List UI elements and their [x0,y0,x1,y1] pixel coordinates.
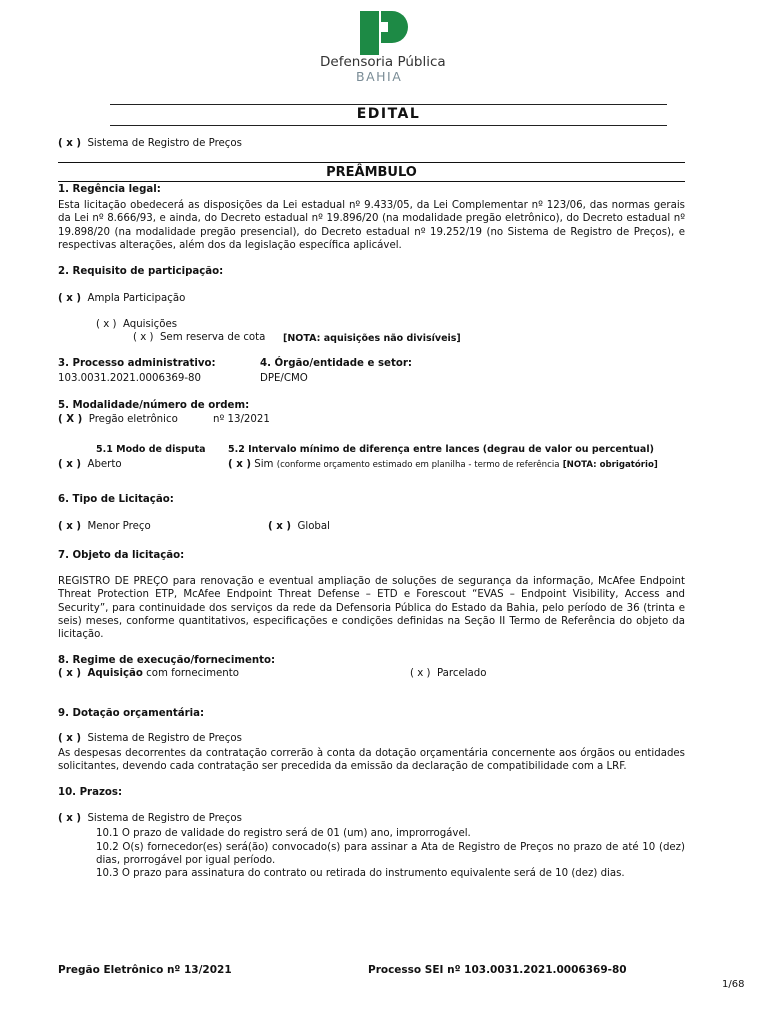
s1-text: Esta licitação obedecerá as disposições da Lei estadual nº 9.433/05, da Lei Complementar nº 123/06, das normas gerais da Lei nº 8.666/93, e ainda, do Decreto estadual nº 19.896/20 (na modalidade pregão eletrônico), do Decreto estadual nº 19.898/20 (na modalidade pregão presencial), do Decreto estadual nº 19.252/19 (no Sistema de Registro de Preços), e respectivas alterações, além dos da legislação específica aplicável. [58,200,685,251]
s2-opt2-label: Aquisições [122,319,178,330]
doc-title: EDITAL [356,106,421,122]
s5-modality-label: Pregão eletrônico [88,414,178,425]
s2-opt1-label: Ampla Participação [87,293,186,304]
s10-label: Sistema de Registro de Preços [87,813,242,824]
s2-opt1-mark: ( x ) [58,293,81,304]
s10-mark: ( x ) [58,813,81,824]
page-number: 1/68 [722,979,745,990]
srp-label: Sistema de Registro de Preços [87,138,242,149]
s3-value: 103.0031.2021.0006369-80 [58,373,202,384]
s6-opt-menor-preco [58,521,151,532]
s8-opt1-mark: ( x ) [58,668,81,679]
s4-value: DPE/CMO [260,373,308,384]
s9-label: Sistema de Registro de Preços [87,733,242,744]
s9-mark: ( x ) [58,733,81,744]
s5-2-mark: ( x ) [228,459,251,470]
s5-1-heading: 5.1 Modo de disputa [96,444,206,455]
srp-line [58,138,242,149]
s5-2-value [228,459,658,470]
s5-modality [58,414,178,425]
s5-1-mark: ( x ) [58,459,81,470]
s5-mark: ( X ) [58,414,83,425]
s5-heading: 5. Modalidade/número de ordem: [58,400,250,411]
s2-opt-ampla [58,293,185,304]
org-name: Defensoria Pública [320,54,446,70]
s8-heading: 8. Regime de execução/fornecimento: [58,655,276,666]
footer-pregao: Pregão Eletrônico nº 13/2021 [58,964,232,976]
s5-2-detail: (conforme orçamento estimado em planilha - termo de referência [276,460,560,470]
srp-mark: ( x ) [58,138,81,149]
preamble-top-rule [58,162,685,163]
s9-heading: 9. Dotação orçamentária: [58,708,205,719]
s6-opt-global [268,521,330,532]
s3-heading: 3. Processo administrativo: [58,358,216,369]
s4-heading: 4. Órgão/entidade e setor: [260,358,412,369]
s5-1-label: Aberto [87,459,122,470]
s8-opt-aquisicao [58,668,239,679]
s10-heading: 10. Prazos: [58,787,123,798]
s8-opt2-label: Parcelado [436,668,487,679]
s1-heading: 1. Regência legal: [58,184,161,195]
s9-text: As despesas decorrentes da contratação correrão à conta da dotação orçamentária concernente aos órgãos ou entidades solicitantes, devendo cada contratação ser precedida da emissão da declaração de compatibilidade com a LRF. [58,748,685,773]
s8-opt1-bold: Aquisição [87,668,143,679]
title-bottom-rule [110,125,667,126]
org-state: BAHIA [356,69,403,84]
s2-opt-cota [133,332,265,343]
s2-opt2-mark: ( x ) [96,319,117,330]
s5-1-value [58,459,122,470]
title-top-rule [110,104,667,105]
s8-opt-parcelado [410,668,487,679]
s8-opt1-rest: com fornecimento [146,668,239,679]
s2-note: [NOTA: aquisições não divisíveis] [283,333,461,344]
s2-opt-aquisicoes [96,319,177,330]
s10-srp-line [58,813,242,824]
preamble-bottom-rule [58,181,685,182]
s6-opt2-mark: ( x ) [268,521,291,532]
s5-2-note: [NOTA: obrigatório] [562,460,658,470]
s10-item-2: 10.2 O(s) fornecedor(es) será(ão) convocado(s) para assinar a Ata de Registro de Preços no prazo de até 10 (dez) dias, prorrogável por igual período. [96,842,685,867]
s6-heading: 6. Tipo de Licitação: [58,494,174,505]
s5-2-heading: 5.2 Intervalo mínimo de diferença entre lances (degrau de valor ou percentual) [228,444,654,455]
s5-number: nº 13/2021 [213,414,270,425]
s9-srp-line [58,733,242,744]
s2-opt3-mark: ( x ) [133,332,154,343]
s6-opt1-mark: ( x ) [58,521,81,532]
preamble-title: PREÂMBULO [326,165,417,180]
s5-2-label: Sim [254,459,274,470]
dpe-logo-icon [318,8,448,58]
s8-opt2-mark: ( x ) [410,668,431,679]
s6-opt1-label: Menor Preço [87,521,151,532]
s10-item-1: 10.1 O prazo de validade do registro será de 01 (um) ano, improrrogável. [96,828,471,839]
footer-processo: Processo SEI nº 103.0031.2021.0006369-80 [368,964,627,976]
s7-heading: 7. Objeto da licitação: [58,550,185,561]
s7-text: REGISTRO DE PREÇO para renovação e eventual ampliação de soluções de segurança da informação, McAfee Endpoint Threat Protection ETP, McAfee Endpoint Threat Defense – ETD e Forescout “EVAS – Endpoint Visibility, Access and Security”, para continuidade dos serviços da rede da Defensoria Pública do Estado da Bahia, pelo período de 36 (trinta e seis) meses, conforme quantitativos, especificações e condições definidas na Seção II Termo de Referência do objeto da licitação. [58,576,685,641]
s2-opt3-label: Sem reserva de cota [159,332,266,343]
s10-item-3: 10.3 O prazo para assinatura do contrato ou retirada do instrumento equivalente será de 10 (dez) dias. [96,868,625,879]
s6-opt2-label: Global [297,521,330,532]
org-logo [318,8,448,86]
s2-heading: 2. Requisito de participação: [58,266,224,277]
